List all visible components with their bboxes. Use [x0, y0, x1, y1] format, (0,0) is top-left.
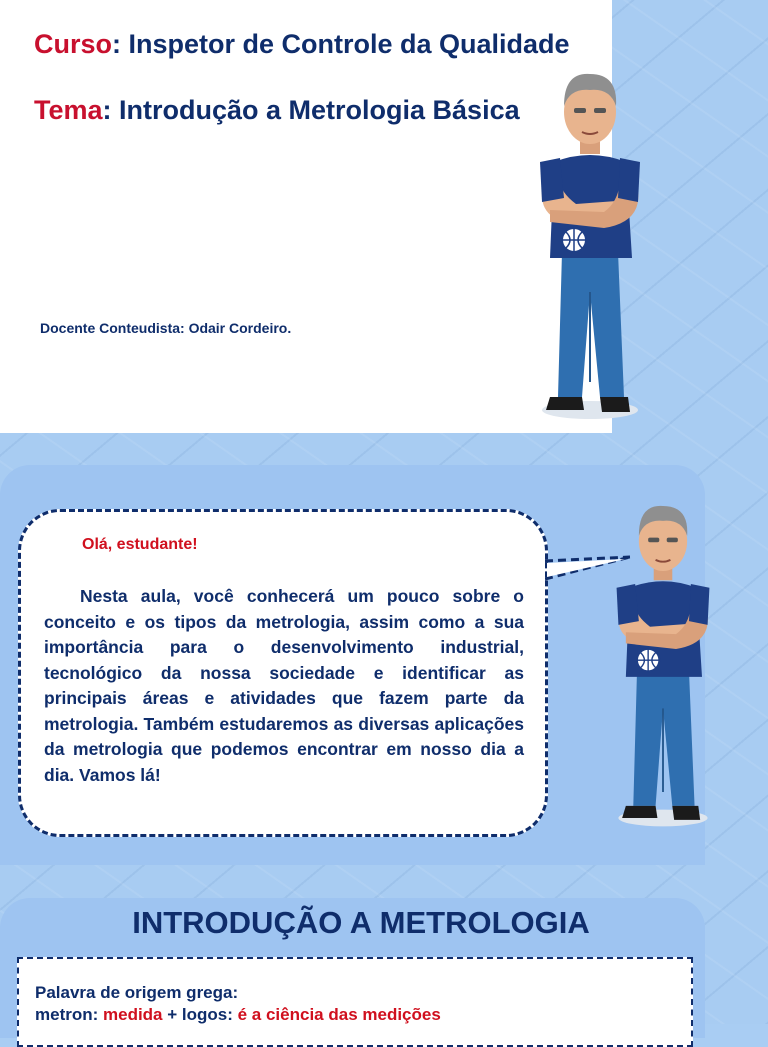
course-label: Curso	[34, 29, 113, 59]
topic-name: : Introdução a Metrologia Básica	[102, 95, 520, 125]
logos-label: + logos:	[162, 1005, 238, 1024]
teacher-character-illustration	[598, 482, 728, 842]
metron-meaning: medida	[103, 1005, 163, 1024]
section-heading: INTRODUÇÃO A METROLOGIA	[132, 905, 590, 940]
definition-line	[35, 1005, 441, 1025]
title-block	[34, 26, 574, 128]
topic-label: Tema	[34, 95, 103, 125]
teacher-character-illustration	[520, 62, 660, 422]
origin-line: Palavra de origem grega:	[35, 983, 239, 1002]
metron-label: metron:	[35, 1005, 103, 1024]
metrology-definition: é a ciência das medições	[237, 1005, 441, 1024]
intro-paragraph: Nesta aula, você conhecerá um pouco sobre o conceito e os tipos da metrologia, assim como a sua importância para o desenvolvimento industrial, tecnológico da nossa sociedade e identificar as principais áreas e atividades que fazem parte da metrologia. Também estudaremos as diversas aplicações da metrologia que podemos encontrar em nosso dia a dia. Vamos lá!	[44, 586, 524, 785]
greeting-text: Olá, estudante!	[82, 536, 198, 553]
topic-title	[34, 92, 574, 128]
course-name: : Inspetor de Controle da Qualidade	[112, 29, 570, 59]
teacher-credit: Docente Conteudista: Odair Cordeiro.	[40, 320, 292, 336]
course-title	[34, 26, 574, 62]
